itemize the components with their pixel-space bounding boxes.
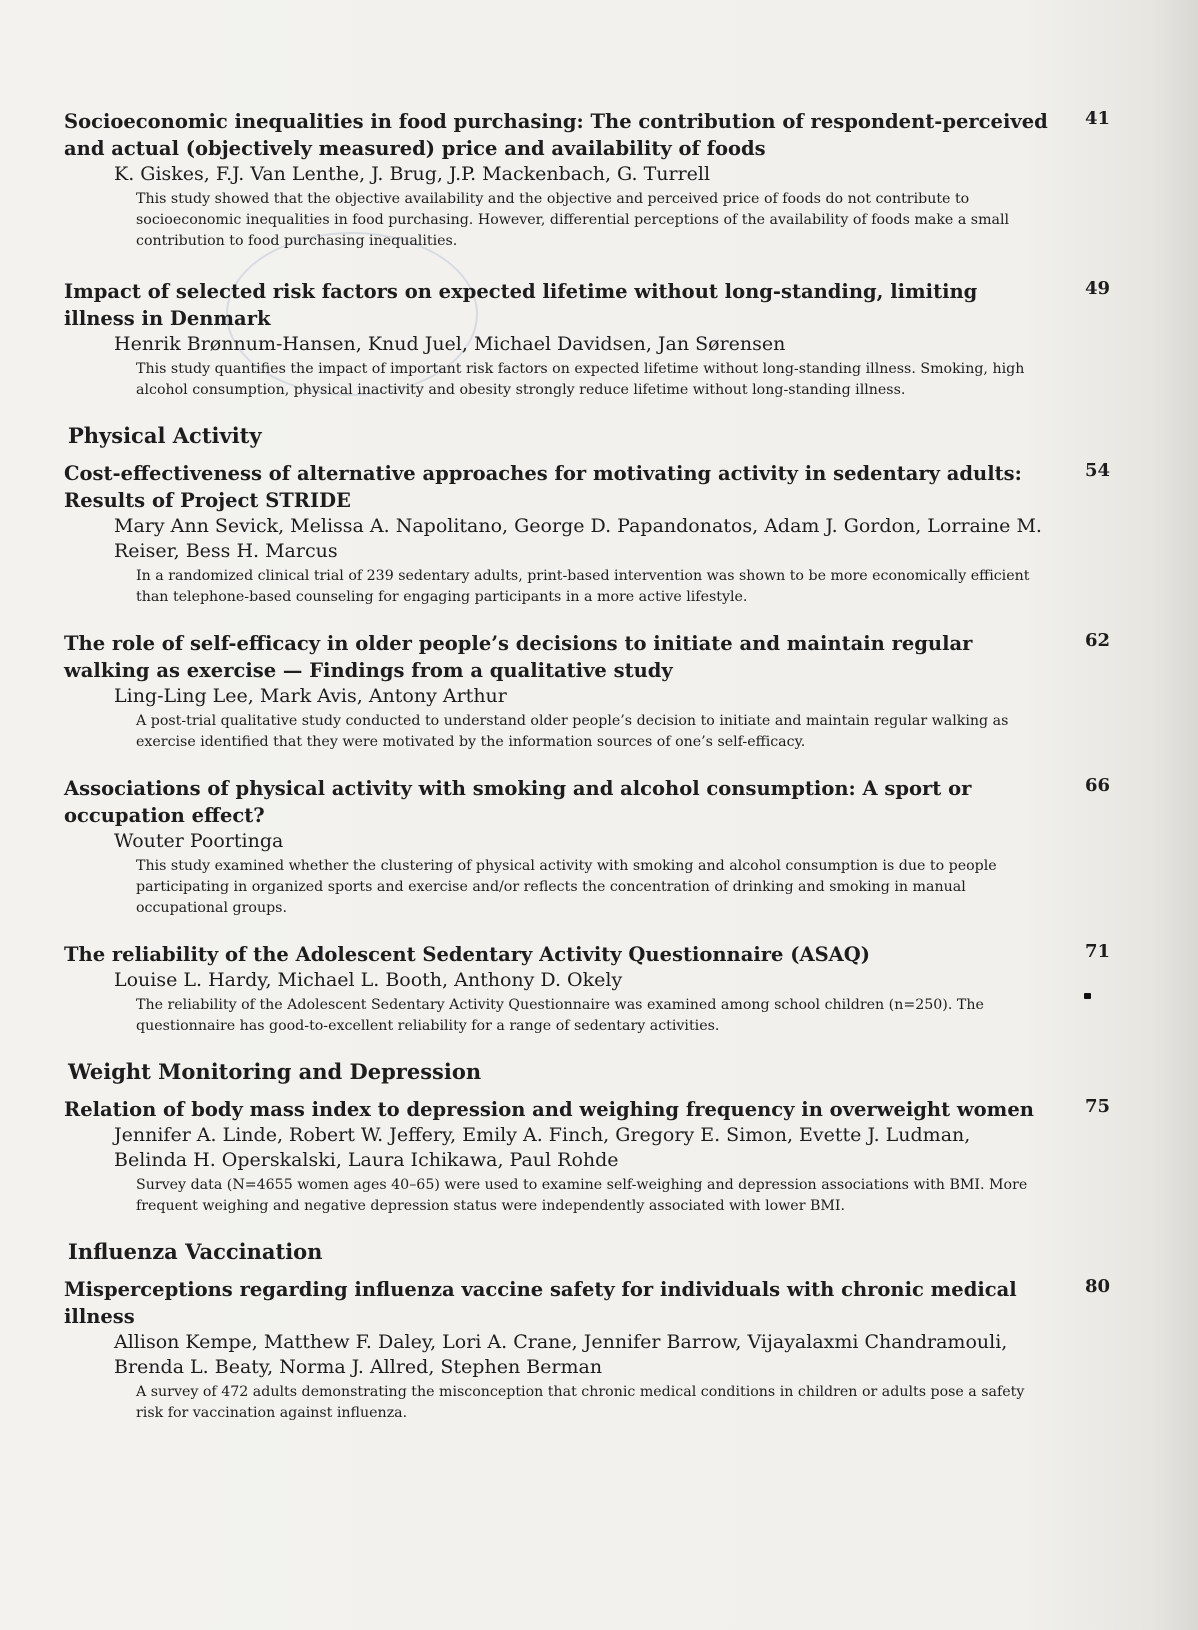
article-authors: Henrik Brønnum-Hansen, Knud Juel, Michael Davidsen, Jan Sørensen — [114, 333, 786, 355]
section-heading-physical-activity: Physical Activity — [68, 423, 262, 448]
page-number: 75 — [1084, 1096, 1110, 1117]
article-authors: Mary Ann Sevick, Melissa A. Napolitano, George D. Papandonatos, Adam J. Gordon, Lorraine M. Reiser, Bess H. Marcus — [114, 515, 1042, 562]
article-abstract: The reliability of the Adolescent Sedentary Activity Questionnaire was examined among school children (n=250). The questionnaire has good-to-excellent reliability for a range of sedentary activities. — [136, 997, 984, 1034]
toc-entry[interactable] — [64, 278, 1124, 401]
page-number: 62 — [1084, 630, 1110, 651]
page-number: 80 — [1084, 1276, 1110, 1297]
article-title[interactable]: Associations of physical activity with smoking and alcohol consumption: A sport or occupation effect? — [64, 777, 972, 827]
toc-entry[interactable] — [64, 775, 1124, 919]
article-abstract: A post-trial qualitative study conducted to understand older people’s decision to initiate and maintain regular walking as exercise identified that they were motivated by the information sources of one’s self-efficacy. — [136, 713, 1009, 750]
article-abstract: This study examined whether the clustering of physical activity with smoking and alcohol consumption is due to people participating in organized sports and exercise and/or reflects the concentration of drinking and smoking in manual occupational groups. — [136, 858, 997, 916]
article-title[interactable]: The reliability of the Adolescent Sedentary Activity Questionnaire (ASAQ) — [64, 943, 871, 966]
article-authors: Wouter Poortinga — [114, 830, 284, 852]
toc-entry[interactable] — [64, 460, 1124, 608]
article-authors: Jennifer A. Linde, Robert W. Jeffery, Emily A. Finch, Gregory E. Simon, Evette J. Ludman, Belinda H. Operskalski, Laura Ichikawa, Paul Rohde — [114, 1124, 971, 1171]
section-heading-weight-monitoring: Weight Monitoring and Depression — [68, 1059, 482, 1084]
article-abstract: In a randomized clinical trial of 239 sedentary adults, print-based intervention was shown to be more economically efficient than telephone-based counseling for engaging participants in a more active lifestyle. — [136, 568, 1030, 605]
page-number: 49 — [1084, 278, 1110, 299]
toc-entry[interactable] — [64, 941, 1124, 1037]
toc-entry[interactable] — [64, 1096, 1124, 1217]
article-abstract: This study showed that the objective availability and the objective and perceived price of foods do not contribute to socioeconomic inequalities in food purchasing. However, differential perceptions of the availability of foods make a small contribution to food purchasing inequalities. — [136, 191, 1010, 249]
toc-entry[interactable] — [64, 1276, 1124, 1424]
article-abstract: A survey of 472 adults demonstrating the misconception that chronic medical conditions in children or adults pose a safety risk for vaccination against influenza. — [136, 1384, 1025, 1421]
article-title[interactable]: Impact of selected risk factors on expected lifetime without long-standing, limiting illness in Denmark — [64, 280, 978, 330]
article-title[interactable]: Relation of body mass index to depression and weighing frequency in overweight women — [64, 1098, 1034, 1121]
table-of-contents — [64, 108, 1124, 1446]
section-heading-influenza: Influenza Vaccination — [68, 1239, 323, 1264]
article-authors: K. Giskes, F.J. Van Lenthe, J. Brug, J.P. Mackenbach, G. Turrell — [114, 163, 711, 185]
page-number: 54 — [1084, 460, 1110, 481]
toc-entry[interactable] — [64, 630, 1124, 753]
article-abstract: This study quantifies the impact of important risk factors on expected lifetime without long-standing illness. Smoking, high alcohol consumption, physical inactivity and obesity strongly reduce lifetime without long-standing illness. — [136, 361, 1025, 398]
article-authors: Allison Kempe, Matthew F. Daley, Lori A. Crane, Jennifer Barrow, Vijayalaxmi Chandramouli, Brenda L. Beaty, Norma J. Allred, Stephen Berman — [114, 1331, 1008, 1378]
article-title[interactable]: Cost-effectiveness of alternative approaches for motivating activity in sedentary adults: Results of Project STRIDE — [64, 462, 1022, 512]
page-number: 71 — [1084, 941, 1110, 962]
article-title[interactable]: Misperceptions regarding influenza vaccine safety for individuals with chronic medical illness — [64, 1278, 1017, 1328]
article-abstract: Survey data (N=4655 women ages 40–65) were used to examine self-weighing and depression associations with BMI. More frequent weighing and negative depression status were independently associated with lower BMI. — [136, 1177, 1028, 1214]
page-number: 66 — [1084, 775, 1110, 796]
article-title[interactable]: The role of self-efficacy in older people’s decisions to initiate and maintain regular walking as exercise — Findings from a qualitative study — [64, 632, 973, 682]
article-authors: Ling-Ling Lee, Mark Avis, Antony Arthur — [114, 685, 507, 707]
page-number: 41 — [1084, 108, 1110, 129]
article-authors: Louise L. Hardy, Michael L. Booth, Anthony D. Okely — [114, 969, 623, 991]
toc-entry[interactable] — [64, 108, 1124, 252]
article-title[interactable]: Socioeconomic inequalities in food purchasing: The contribution of respondent-perceived and actual (objectively measured) price and availability of foods — [64, 110, 1048, 160]
